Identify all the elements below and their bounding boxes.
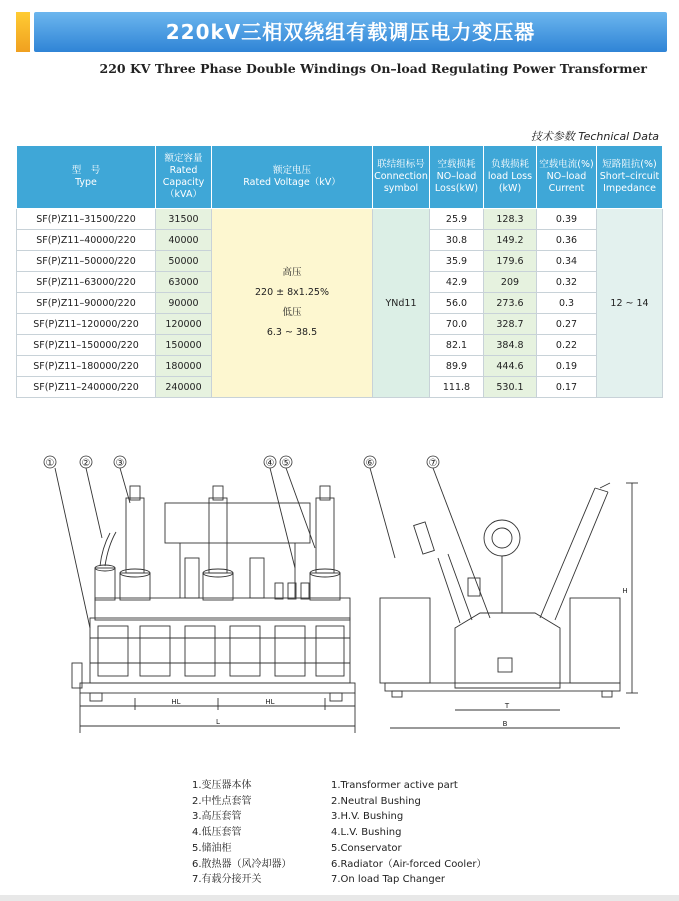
cell-capacity: 31500 [156,209,212,230]
cell-type: SF(P)Z11–180000/220 [17,356,156,377]
header-noload-loss: 空载损耗 NO–load Loss(kW) [430,146,484,209]
callout-3: ③ [115,458,125,469]
voltage-line: 高压 [282,267,302,278]
cell-type: SF(P)Z11–40000/220 [17,230,156,251]
cell-noload-current: 0.22 [537,335,597,356]
cell-rated-voltage [212,209,373,398]
legend-item: 4.低压套管 [192,827,242,839]
technical-data-label: 技术参数 Technical Data [530,130,659,143]
legend-item: 5.Conservator [331,842,402,854]
callout-lines-side [370,468,490,618]
cell-load-loss: 273.6 [484,293,537,314]
cell-type: SF(P)Z11–31500/220 [17,209,156,230]
cell-capacity: 90000 [156,293,212,314]
cell-type: SF(P)Z11–63000/220 [17,272,156,293]
spec-table [16,145,663,398]
legend-item: 2.Neutral Bushing [331,795,421,807]
cell-noload-loss: 42.9 [430,272,484,293]
dim-t: T [504,702,510,710]
cell-type: SF(P)Z11–150000/220 [17,335,156,356]
cell-capacity: 50000 [156,251,212,272]
dim-h: H [622,587,628,595]
legend-item: 1.Transformer active part [331,780,458,791]
cell-noload-loss: 111.8 [430,377,484,398]
callout-2: ② [81,458,91,469]
dim-hl-right: HL [265,698,275,706]
cell-noload-current: 0.34 [537,251,597,272]
cell-noload-current: 0.17 [537,377,597,398]
cell-type: SF(P)Z11–90000/220 [17,293,156,314]
page-title: 220kV三相双绕组有载调压电力变压器 [165,20,536,44]
callout-5: ⑤ [281,458,291,469]
legend-item: 7.On load Tap Changer [331,874,445,886]
header-voltage: 额定电压 Rated Voltage（kV） [212,146,373,209]
cell-noload-current: 0.27 [537,314,597,335]
cell-load-loss: 128.3 [484,209,537,230]
cell-noload-current: 0.3 [537,293,597,314]
cell-load-loss: 530.1 [484,377,537,398]
transformer-drawing [20,448,660,758]
legend-item: 2.中性点套管 [192,795,252,807]
cell-noload-loss: 30.8 [430,230,484,251]
cell-noload-loss: 56.0 [430,293,484,314]
callout-lines-front [55,468,315,628]
callout-6: ⑥ [365,458,375,469]
cell-type: SF(P)Z11–240000/220 [17,377,156,398]
header-noload-current: 空载电流(%) NO–load Current [537,146,597,209]
cell-capacity: 40000 [156,230,212,251]
legend-item: 4.L.V. Bushing [331,827,402,839]
callout-7: ⑦ [428,458,438,469]
cell-load-loss: 328.7 [484,314,537,335]
cell-noload-current: 0.36 [537,230,597,251]
cell-type: SF(P)Z11–50000/220 [17,251,156,272]
cell-noload-loss: 35.9 [430,251,484,272]
cell-load-loss: 444.6 [484,356,537,377]
header-capacity: 额定容量 Rated Capacity （kVA） [156,146,212,209]
cell-noload-loss: 82.1 [430,335,484,356]
voltage-line: 6.3 ~ 38.5 [266,327,318,338]
cell-noload-current: 0.19 [537,356,597,377]
cell-connection-symbol: YNd11 [373,209,430,398]
cell-noload-current: 0.32 [537,272,597,293]
cell-noload-loss: 70.0 [430,314,484,335]
callout-1: ① [45,458,55,469]
cell-impedance: 12 ~ 14 [597,209,663,398]
cell-type: SF(P)Z11–120000/220 [17,314,156,335]
cell-capacity: 63000 [156,272,212,293]
legend-item: 3.高压套管 [192,811,242,823]
page-subtitle: 220 KV Three Phase Double Windings On–load Regulating Power Transformer [99,61,647,76]
cell-capacity: 150000 [156,335,212,356]
header-impedance: 短路阻抗(%) Short–circuit Impedance [597,146,663,209]
cell-load-loss: 179.6 [484,251,537,272]
title-banner [0,12,679,52]
legend-chinese [192,778,292,888]
legend-item: 6.Radiator（Air-forced Cooler） [331,858,487,870]
dim-l: L [216,718,220,726]
cell-noload-loss: 89.9 [430,356,484,377]
cell-noload-current: 0.39 [537,209,597,230]
cell-noload-loss: 25.9 [430,209,484,230]
callout-4: ④ [265,458,275,469]
cell-load-loss: 384.8 [484,335,537,356]
banner-accent [16,12,30,52]
legend-item: 3.H.V. Bushing [331,811,404,823]
dim-b: B [502,720,508,728]
header-connection: 联结组标号 Connection symbol [373,146,430,209]
voltage-line: 220 ± 8x1.25% [255,287,329,298]
header-type: 型 号 Type [17,146,156,209]
table-header-row [17,146,663,209]
legend-item: 6.散热器（风冷却器） [192,858,292,870]
cell-capacity: 240000 [156,377,212,398]
header-load-loss: 负载损耗 load Loss (kW) [484,146,537,209]
table-row [17,209,663,230]
dim-hl-left: HL [171,698,181,706]
legend-item: 5.储油柜 [192,842,232,854]
cell-load-loss: 149.2 [484,230,537,251]
voltage-line: 低压 [282,307,302,318]
legend-item: 1.变压器本体 [192,780,252,791]
cell-capacity: 120000 [156,314,212,335]
cell-load-loss: 209 [484,272,537,293]
front-radiator-fins [90,618,350,683]
footer-bar [0,895,679,901]
cell-capacity: 180000 [156,356,212,377]
legend-english [331,778,486,888]
legend-item: 7.有载分接开关 [192,874,262,886]
